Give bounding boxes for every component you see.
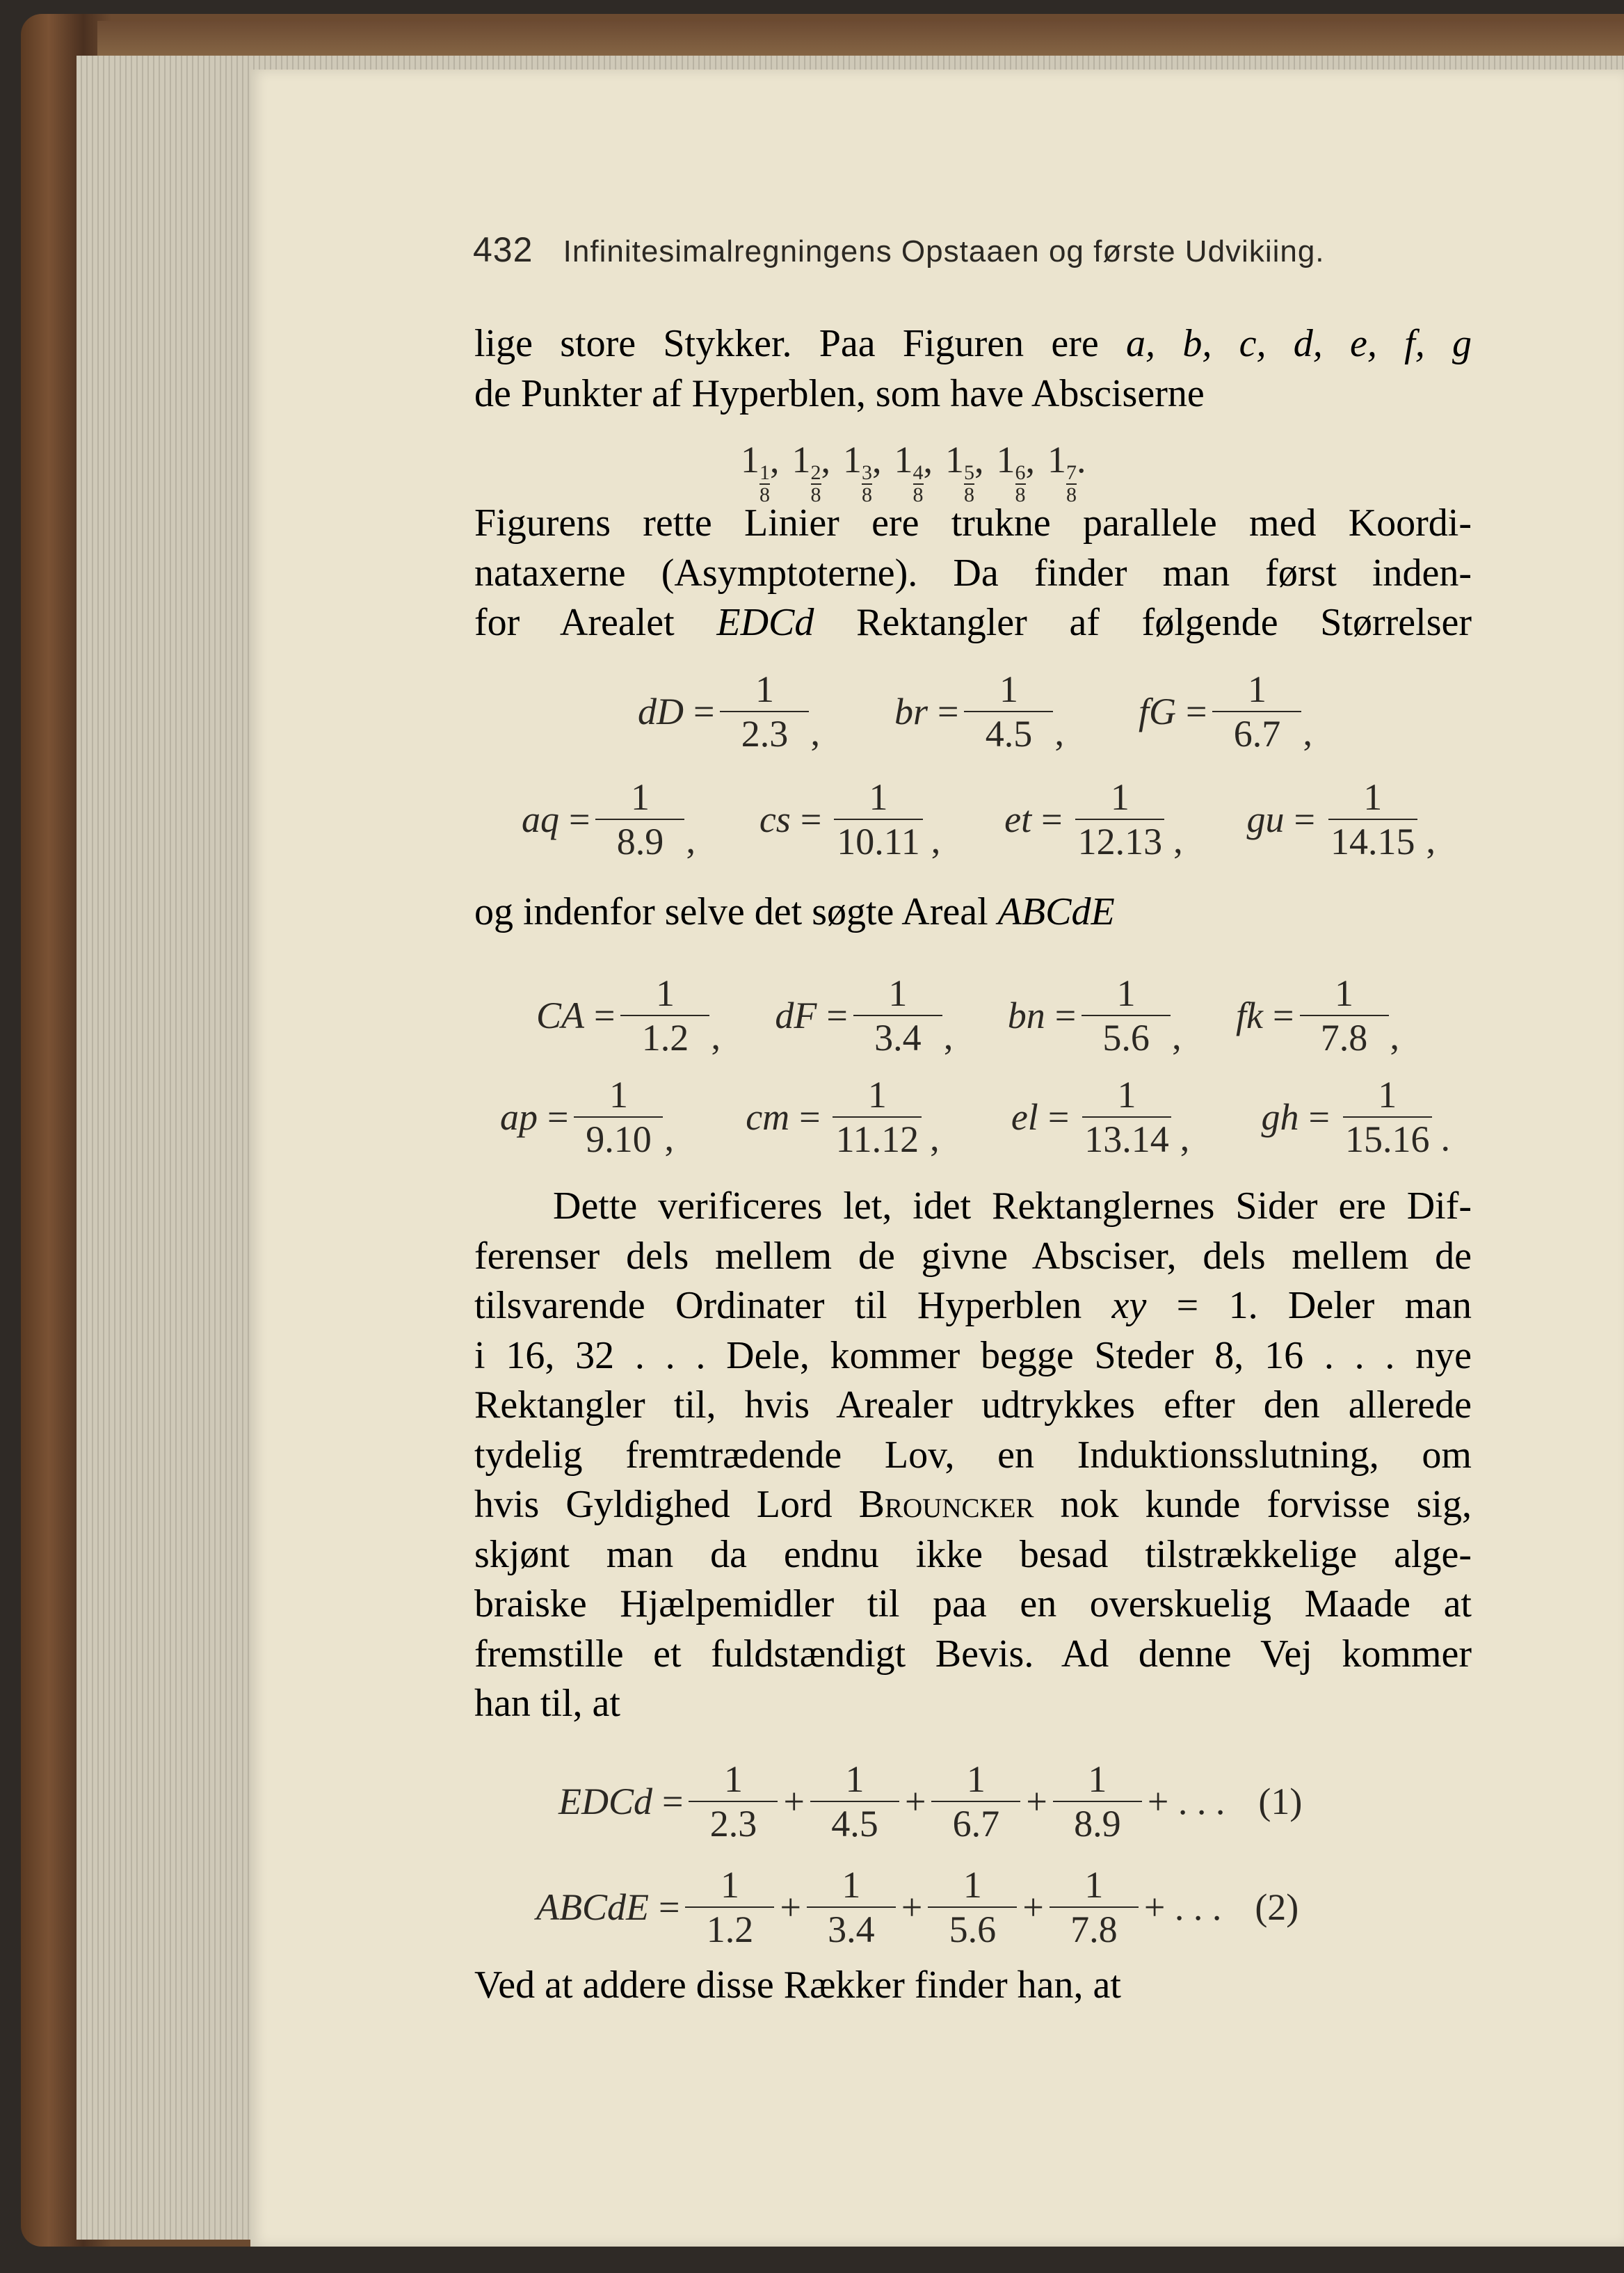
numerator: 1 bbox=[1300, 972, 1389, 1016]
fraction bbox=[759, 463, 770, 506]
plus-sign: + bbox=[904, 1781, 926, 1822]
mixed-number bbox=[792, 438, 831, 506]
equals-sign: = bbox=[569, 798, 590, 840]
equation-row-2 bbox=[522, 776, 1436, 863]
numerator: 4 bbox=[913, 461, 924, 484]
numerator: 1 bbox=[720, 668, 809, 712]
equation-lhs: ABCdE bbox=[536, 1886, 649, 1928]
fraction bbox=[810, 1758, 899, 1845]
separator: . bbox=[1440, 1117, 1450, 1159]
denominator: 8 bbox=[964, 483, 974, 506]
equation-lhs: aq bbox=[522, 798, 559, 840]
text-span: skjønt man da endnu ikke besad tilstrækkelige alge- bbox=[474, 1532, 1472, 1576]
text-span: hvis Gyldighed Lord bbox=[474, 1483, 859, 1526]
equals-sign: = bbox=[938, 691, 959, 732]
fraction bbox=[811, 463, 821, 506]
text-span: ferenser dels mellem de givne Absciser, dels mellem de bbox=[474, 1234, 1472, 1278]
text-line bbox=[474, 600, 1472, 645]
whole-part: 1 bbox=[945, 439, 964, 481]
separator: , bbox=[1025, 439, 1035, 481]
numerator: 2 bbox=[810, 461, 821, 484]
denominator: 6.7 bbox=[952, 1803, 1000, 1845]
equation-lhs: et bbox=[1004, 798, 1032, 840]
fraction bbox=[827, 776, 930, 863]
equation-lhs: el bbox=[1011, 1096, 1038, 1138]
numerator: 1 bbox=[964, 668, 1053, 712]
text-span: for Arealet bbox=[474, 601, 717, 644]
equals-sign: = bbox=[1047, 1096, 1070, 1138]
text-line bbox=[474, 1283, 1472, 1328]
separator: , bbox=[821, 439, 830, 481]
equation-number: (2) bbox=[1255, 1886, 1299, 1928]
math-text: a, b, c, d, e, f, g bbox=[1126, 322, 1472, 365]
equation-lhs: fk bbox=[1236, 995, 1264, 1036]
equals-sign: = bbox=[594, 995, 616, 1036]
separator: , bbox=[1172, 1015, 1182, 1057]
fraction bbox=[1066, 463, 1077, 506]
denominator: 12.13 bbox=[1077, 821, 1163, 862]
fraction bbox=[964, 668, 1053, 755]
series-equation-2 bbox=[536, 1863, 1386, 1951]
equation-term bbox=[894, 668, 1064, 755]
numerator: 1 bbox=[574, 1073, 663, 1118]
text-line bbox=[553, 1184, 1472, 1228]
denominator: 8 bbox=[810, 483, 821, 506]
equals-sign: = bbox=[799, 1096, 821, 1138]
equation-term bbox=[1011, 1073, 1189, 1161]
equation-lhs: gu bbox=[1246, 798, 1285, 840]
equation-term bbox=[775, 972, 953, 1059]
equals-sign: = bbox=[826, 995, 848, 1036]
whole-part: 1 bbox=[894, 439, 913, 481]
equals-sign: = bbox=[1186, 691, 1207, 732]
denominator: 11.12 bbox=[835, 1118, 919, 1160]
separator: , bbox=[810, 712, 820, 753]
mixed-number bbox=[894, 438, 933, 506]
separator: , bbox=[770, 439, 780, 481]
running-header bbox=[473, 230, 1325, 270]
equation-lhs: EDCd bbox=[558, 1781, 652, 1822]
denominator: 1.2 bbox=[706, 1909, 754, 1950]
denominator: 7.8 bbox=[1070, 1909, 1118, 1950]
numerator: 1 bbox=[853, 972, 942, 1016]
text-span: braiske Hjælpemidler til paa en overskuelig Maade at bbox=[474, 1582, 1472, 1625]
fraction bbox=[928, 1863, 1017, 1951]
equation-term bbox=[1262, 1073, 1450, 1161]
equation-lhs: br bbox=[894, 691, 928, 732]
text-line bbox=[474, 371, 1472, 416]
denominator: 14.15 bbox=[1330, 821, 1415, 862]
fraction bbox=[574, 1073, 663, 1161]
text-span: nataxerne (Asymptoterne). Da finder man først inden- bbox=[474, 551, 1472, 595]
separator: , bbox=[711, 1015, 721, 1057]
text-span: lige store Stykker. Paa Figuren ere bbox=[474, 322, 1127, 365]
text-span: = 1. Deler man bbox=[1146, 1284, 1472, 1327]
equals-sign: = bbox=[1308, 1096, 1330, 1138]
denominator: 10.11 bbox=[837, 821, 920, 862]
denominator: 6.7 bbox=[1233, 713, 1281, 755]
equation-row-1 bbox=[638, 668, 1312, 755]
denominator: 8.9 bbox=[1074, 1803, 1121, 1845]
numerator: 1 bbox=[833, 1073, 922, 1118]
separator: , bbox=[686, 819, 696, 861]
text-span: fremstille et fuldstændigt Bevis. Ad denne Vej kommer bbox=[474, 1632, 1472, 1676]
fraction bbox=[807, 1863, 896, 1951]
numerator: 1 bbox=[807, 1863, 896, 1908]
separator: , bbox=[1303, 712, 1312, 753]
numerator: 1 bbox=[1328, 776, 1417, 820]
equals-sign: = bbox=[693, 691, 715, 732]
equation-lhs: fG bbox=[1139, 691, 1177, 732]
numerator: 1 bbox=[1075, 776, 1164, 820]
denominator: 3.4 bbox=[828, 1909, 875, 1950]
numerator: 1 bbox=[685, 1863, 774, 1908]
denominator: 9.10 bbox=[586, 1118, 652, 1160]
text-line bbox=[474, 1333, 1472, 1378]
separator: , bbox=[974, 439, 984, 481]
fraction bbox=[620, 972, 709, 1059]
numerator: 1 bbox=[759, 461, 770, 484]
numerator: 1 bbox=[834, 776, 923, 820]
text-line bbox=[474, 1582, 1472, 1626]
denominator: 3.4 bbox=[874, 1017, 922, 1059]
fraction bbox=[1068, 776, 1173, 863]
text-span: Ved at addere disse Rækker finder han, at bbox=[474, 1963, 1121, 2007]
denominator: 8 bbox=[913, 483, 924, 506]
fraction bbox=[1082, 972, 1171, 1059]
equation-term bbox=[500, 1073, 674, 1161]
numerator: 6 bbox=[1015, 461, 1026, 484]
numerator: 1 bbox=[810, 1758, 899, 1802]
text-line bbox=[474, 1963, 1472, 2007]
numerator: 1 bbox=[620, 972, 709, 1016]
denominator: 8 bbox=[862, 483, 872, 506]
fraction bbox=[964, 463, 974, 506]
math-text: xy bbox=[1111, 1284, 1147, 1327]
equation-term bbox=[1139, 668, 1312, 755]
text-span: Rektangler til, hvis Arealer udtrykkes efter den allerede bbox=[474, 1383, 1472, 1427]
equation-term bbox=[522, 776, 696, 863]
text-span: Rektangler af følgende Størrelser bbox=[814, 601, 1472, 644]
math-text: EDCd bbox=[716, 601, 814, 644]
numerator: 5 bbox=[964, 461, 974, 484]
fraction bbox=[720, 668, 809, 755]
separator: , bbox=[1054, 712, 1064, 753]
equation-row-3 bbox=[536, 972, 1399, 1059]
denominator: 5.6 bbox=[949, 1909, 997, 1950]
denominator: 8 bbox=[1015, 483, 1026, 506]
numerator: 3 bbox=[862, 461, 872, 484]
equals-sign: = bbox=[1041, 798, 1063, 840]
separator: , bbox=[923, 439, 933, 481]
separator: , bbox=[1390, 1015, 1399, 1057]
fraction bbox=[826, 1073, 929, 1161]
separator: , bbox=[1426, 819, 1436, 861]
fraction bbox=[1075, 1073, 1179, 1161]
equation-term bbox=[1004, 776, 1182, 863]
numerator: 1 bbox=[1343, 1073, 1432, 1118]
fraction bbox=[685, 1863, 774, 1951]
text-span: tilsvarende Ordinater til Hyperblen bbox=[474, 1284, 1112, 1327]
text-line bbox=[474, 1482, 1472, 1527]
small-caps-name: Brouncker bbox=[858, 1483, 1034, 1526]
separator: , bbox=[1180, 1117, 1190, 1159]
fraction bbox=[913, 463, 924, 506]
fraction bbox=[931, 1758, 1020, 1845]
plus-sign: + bbox=[901, 1886, 923, 1928]
equation-term bbox=[638, 668, 820, 755]
numerator: 1 bbox=[595, 776, 684, 820]
equation-term bbox=[1236, 972, 1399, 1059]
text-line bbox=[474, 1532, 1472, 1577]
text-span: og indenfor selve det søgte Areal bbox=[474, 890, 998, 933]
text-span: nok kunde forvisse sig, bbox=[1034, 1483, 1472, 1526]
fraction bbox=[853, 972, 942, 1059]
equation-lhs: cm bbox=[746, 1096, 790, 1138]
equation-lhs: CA bbox=[536, 995, 585, 1036]
whole-part: 1 bbox=[996, 439, 1015, 481]
text-line bbox=[474, 501, 1472, 545]
equation-lhs: dD bbox=[638, 691, 684, 732]
equals-sign: = bbox=[1294, 798, 1315, 840]
plus-sign: + bbox=[1026, 1781, 1047, 1822]
fraction bbox=[689, 1758, 778, 1845]
separator: , bbox=[930, 1117, 940, 1159]
numerator: 1 bbox=[931, 1758, 1020, 1802]
equals-sign: = bbox=[1273, 995, 1294, 1036]
equation-row-4 bbox=[500, 1073, 1450, 1161]
numerator: 1 bbox=[689, 1758, 778, 1802]
equals-sign: = bbox=[547, 1096, 569, 1138]
equation-term bbox=[536, 972, 721, 1059]
text-line bbox=[474, 1681, 1472, 1726]
series-tail: + . . . bbox=[1147, 1781, 1225, 1822]
equation-lhs: dF bbox=[775, 995, 817, 1036]
denominator: 4.5 bbox=[831, 1803, 878, 1845]
equation-term bbox=[1008, 972, 1182, 1059]
separator: , bbox=[943, 1015, 954, 1057]
fraction bbox=[1300, 972, 1389, 1059]
equation-lhs: gh bbox=[1261, 1096, 1299, 1138]
fraction bbox=[1015, 463, 1026, 506]
mixed-number bbox=[945, 438, 984, 506]
running-title: Infinitesimalregningens Opstaaen og første Udvikiing. bbox=[563, 234, 1325, 268]
numerator: 1 bbox=[1082, 972, 1171, 1016]
equals-sign: = bbox=[658, 1886, 680, 1928]
separator: , bbox=[931, 819, 941, 861]
equation-number: (1) bbox=[1258, 1781, 1303, 1822]
denominator: 2.3 bbox=[741, 713, 789, 755]
equation-term bbox=[759, 776, 940, 863]
denominator: 13.14 bbox=[1084, 1118, 1169, 1160]
equation-term bbox=[746, 1073, 939, 1161]
separator: , bbox=[1173, 819, 1183, 861]
fraction bbox=[862, 463, 872, 506]
denominator: 2.3 bbox=[709, 1803, 757, 1845]
denominator: 4.5 bbox=[985, 713, 1033, 755]
equals-sign: = bbox=[662, 1781, 684, 1822]
text-line bbox=[474, 1433, 1472, 1477]
numerator: 1 bbox=[1082, 1073, 1171, 1118]
equation-lhs: ap bbox=[500, 1096, 538, 1138]
text-line bbox=[474, 1632, 1472, 1676]
plus-sign: + bbox=[783, 1781, 805, 1822]
mixed-number bbox=[741, 438, 780, 506]
denominator: 1.2 bbox=[641, 1017, 689, 1059]
text-line bbox=[474, 321, 1472, 366]
denominator: 8.9 bbox=[616, 821, 664, 862]
series-tail: + . . . bbox=[1143, 1886, 1222, 1928]
numerator: 7 bbox=[1066, 461, 1077, 484]
separator: , bbox=[664, 1117, 674, 1159]
denominator: 8 bbox=[759, 483, 770, 506]
equation-lhs: bn bbox=[1007, 995, 1045, 1036]
whole-part: 1 bbox=[791, 439, 811, 481]
numerator: 1 bbox=[928, 1863, 1017, 1908]
page-number: 432 bbox=[473, 230, 533, 269]
fraction bbox=[1212, 668, 1301, 755]
numerator: 1 bbox=[1053, 1758, 1142, 1802]
whole-part: 1 bbox=[1047, 439, 1066, 481]
fraction bbox=[1053, 1758, 1142, 1845]
numerator: 1 bbox=[1212, 668, 1301, 712]
fraction bbox=[1335, 1073, 1440, 1161]
fraction bbox=[595, 776, 684, 863]
whole-part: 1 bbox=[741, 439, 759, 481]
text-span: tydelig fremtrædende Lov, en Induktionsslutning, om bbox=[474, 1433, 1472, 1477]
text-span: Dette verificeres let, idet Rektanglernes Sider ere Dif- bbox=[553, 1184, 1472, 1228]
denominator: 15.16 bbox=[1344, 1118, 1430, 1160]
numerator: 1 bbox=[1050, 1863, 1139, 1908]
separator: . bbox=[1077, 439, 1086, 481]
text-span: i 16, 32 . . . Dele, kommer begge Steder 8, 16 . . . nye bbox=[474, 1333, 1472, 1377]
text-span: Figurens rette Linier ere trukne parallele med Koordi- bbox=[474, 501, 1472, 545]
series-equation-1 bbox=[558, 1758, 1386, 1845]
denominator: 5.6 bbox=[1102, 1017, 1150, 1059]
math-text: ABCdE bbox=[997, 890, 1115, 933]
text-span: de Punkter af Hyperblen, som have Absciserne bbox=[474, 371, 1205, 415]
separator: , bbox=[872, 439, 882, 481]
equation-term bbox=[1247, 776, 1436, 863]
fraction bbox=[1321, 776, 1425, 863]
text-span: han til, at bbox=[474, 1682, 620, 1725]
plus-sign: + bbox=[1022, 1886, 1044, 1928]
abscissae-list bbox=[741, 438, 1099, 506]
mixed-number bbox=[1047, 438, 1086, 506]
mixed-number bbox=[843, 438, 882, 506]
fraction bbox=[1050, 1863, 1139, 1951]
denominator: 8 bbox=[1066, 483, 1077, 506]
text-line bbox=[474, 551, 1472, 595]
text-line bbox=[474, 1234, 1472, 1278]
equals-sign: = bbox=[1054, 995, 1077, 1036]
text-line bbox=[474, 890, 1472, 934]
mixed-number bbox=[997, 438, 1036, 506]
whole-part: 1 bbox=[843, 439, 862, 481]
equals-sign: = bbox=[800, 798, 822, 840]
equation-lhs: cs bbox=[759, 798, 791, 840]
plus-sign: + bbox=[780, 1886, 801, 1928]
denominator: 7.8 bbox=[1320, 1017, 1368, 1059]
text-line bbox=[474, 1383, 1472, 1427]
